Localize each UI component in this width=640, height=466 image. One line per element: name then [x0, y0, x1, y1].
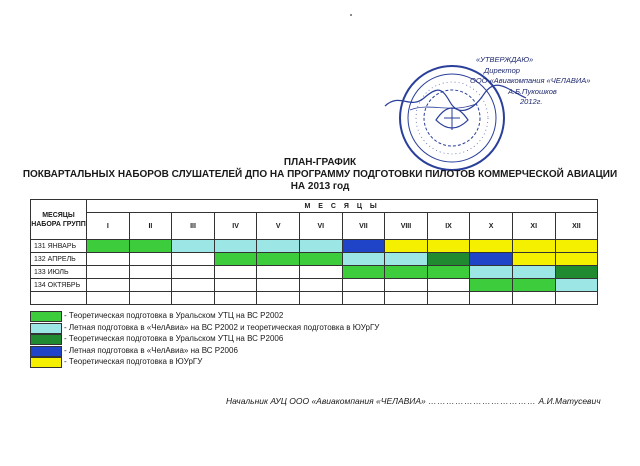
legend-swatch — [30, 311, 62, 322]
empty-cell — [385, 292, 428, 305]
empty-cell — [470, 292, 513, 305]
table-row — [31, 279, 598, 292]
schedule-cell — [470, 266, 513, 279]
schedule-cell — [512, 253, 555, 266]
schedule-cell — [512, 279, 555, 292]
approval-block — [470, 55, 635, 108]
schedule-cell — [299, 266, 342, 279]
speck — [350, 14, 352, 16]
approval-line2: Директор — [484, 65, 520, 75]
schedule-cell — [427, 253, 470, 266]
empty-cell — [512, 292, 555, 305]
schedule-cell — [172, 279, 215, 292]
schedule-cell — [172, 253, 215, 266]
legend-swatch — [30, 323, 62, 334]
schedule-cell — [342, 266, 385, 279]
schedule-cell — [342, 279, 385, 292]
schedule-cell — [299, 253, 342, 266]
schedule-cell — [385, 279, 428, 292]
empty-cell — [214, 292, 257, 305]
month-header: X — [470, 213, 513, 240]
schedule-cell — [257, 279, 300, 292]
approval-line3: ООО «Авиакомпания «ЧЕЛАВИА» — [470, 76, 591, 85]
doc-title: ПЛАН-ГРАФИК — [283, 157, 357, 168]
schedule-cell — [257, 266, 300, 279]
month-header: III — [172, 213, 215, 240]
schedule-cell — [257, 253, 300, 266]
schedule-cell — [172, 266, 215, 279]
schedule-cell — [87, 240, 130, 253]
schedule-cell — [555, 253, 598, 266]
schedule-cell — [214, 253, 257, 266]
empty-cell — [172, 292, 215, 305]
schedule-cell — [129, 279, 172, 292]
group-label: 134 ОКТЯБРЬ — [31, 279, 87, 292]
months-title: М Е С Я Ц Ы — [87, 200, 598, 213]
doc-subtitle: ПОКВАРТАЛЬНЫХ НАБОРОВ СЛУШАТЕЛЕЙ ДПО НА ПРОГРАММУ ПОДГОТОВКИ ПИЛОТОВ КОММЕРЧЕСКОЙ АВИАЦИИ — [22, 169, 618, 180]
schedule-cell — [555, 279, 598, 292]
month-header: II — [129, 213, 172, 240]
schedule-cell — [87, 266, 130, 279]
schedule-cell — [555, 240, 598, 253]
schedule-cell — [342, 253, 385, 266]
schedule-cell — [555, 266, 598, 279]
schedule-cell — [385, 253, 428, 266]
month-header: VI — [299, 213, 342, 240]
month-header: XII — [555, 213, 598, 240]
legend-swatch — [30, 357, 62, 368]
schedule-cell — [427, 266, 470, 279]
schedule-cell — [470, 240, 513, 253]
schedule-cell — [257, 240, 300, 253]
month-header: I — [87, 213, 130, 240]
legend-text: - Летная подготовка в «ЧелАвиа» на ВС Р2002 и теоретическая подготовка в ЮУрГУ — [64, 322, 380, 332]
empty-cell — [129, 292, 172, 305]
schedule-table — [30, 199, 598, 305]
legend-text: - Теоретическая подготовка в Уральском УТЦ на ВС Р2006 — [64, 334, 284, 343]
legend-swatch — [30, 346, 62, 357]
schedule-cell — [129, 266, 172, 279]
approval-line4: А.Б.Пукошков — [508, 86, 557, 96]
schedule-cell — [342, 240, 385, 253]
empty-cell — [87, 292, 130, 305]
corner-header: МЕСЯЦЫ НАБОРА ГРУПП — [31, 200, 87, 240]
month-header: XI — [512, 213, 555, 240]
empty-cell — [299, 292, 342, 305]
schedule-cell — [470, 279, 513, 292]
group-label: 133 ИЮЛЬ — [31, 266, 87, 279]
schedule-cell — [129, 240, 172, 253]
schedule-cell — [214, 240, 257, 253]
empty-cell — [31, 292, 87, 305]
legend-text: - Теоретическая подготовка в Уральском УТЦ на ВС Р2002 — [64, 311, 284, 320]
table-row — [31, 266, 598, 279]
empty-cell — [427, 292, 470, 305]
schedule-cell — [512, 266, 555, 279]
schedule-cell — [214, 266, 257, 279]
schedule-cell — [427, 240, 470, 253]
empty-row — [31, 292, 598, 305]
schedule-cell — [470, 253, 513, 266]
schedule-cell — [427, 279, 470, 292]
legend-swatch — [30, 334, 62, 345]
group-label: 131 ЯНВАРЬ — [31, 240, 87, 253]
month-header: VIII — [385, 213, 428, 240]
schedule-cell — [214, 279, 257, 292]
empty-cell — [257, 292, 300, 305]
schedule-cell — [129, 253, 172, 266]
month-header: VII — [342, 213, 385, 240]
signatory-name: А.И.Матусевич — [538, 396, 601, 406]
schedule-cell — [299, 279, 342, 292]
group-label: 132 АПРЕЛЬ — [31, 253, 87, 266]
schedule-cell — [385, 266, 428, 279]
table-row — [31, 253, 598, 266]
month-header: IV — [214, 213, 257, 240]
schedule-cell — [87, 279, 130, 292]
schedule-cell — [87, 253, 130, 266]
month-header: V — [257, 213, 300, 240]
doc-year: НА 2013 год — [290, 181, 350, 192]
legend-text: - Теоретическая подготовка в ЮУрГУ — [64, 357, 203, 366]
table-row — [31, 240, 598, 253]
month-header: IX — [427, 213, 470, 240]
empty-cell — [342, 292, 385, 305]
empty-cell — [555, 292, 598, 305]
schedule-cell — [299, 240, 342, 253]
signature-dots: ……………………………… — [428, 396, 537, 406]
legend-text: - Летная подготовка в «ЧелАвиа» на ВС Р2006 — [64, 345, 238, 355]
schedule-cell — [172, 240, 215, 253]
approval-line5: 2012г. — [520, 97, 543, 106]
month-header-row — [31, 213, 598, 240]
approval-line1: «УТВЕРЖДАЮ» — [476, 55, 534, 64]
schedule-cell — [385, 240, 428, 253]
position-label: Начальник АУЦ ООО «Авиакомпания «ЧЕЛАВИА» — [226, 396, 426, 406]
signature-line — [226, 396, 601, 406]
schedule-cell — [512, 240, 555, 253]
